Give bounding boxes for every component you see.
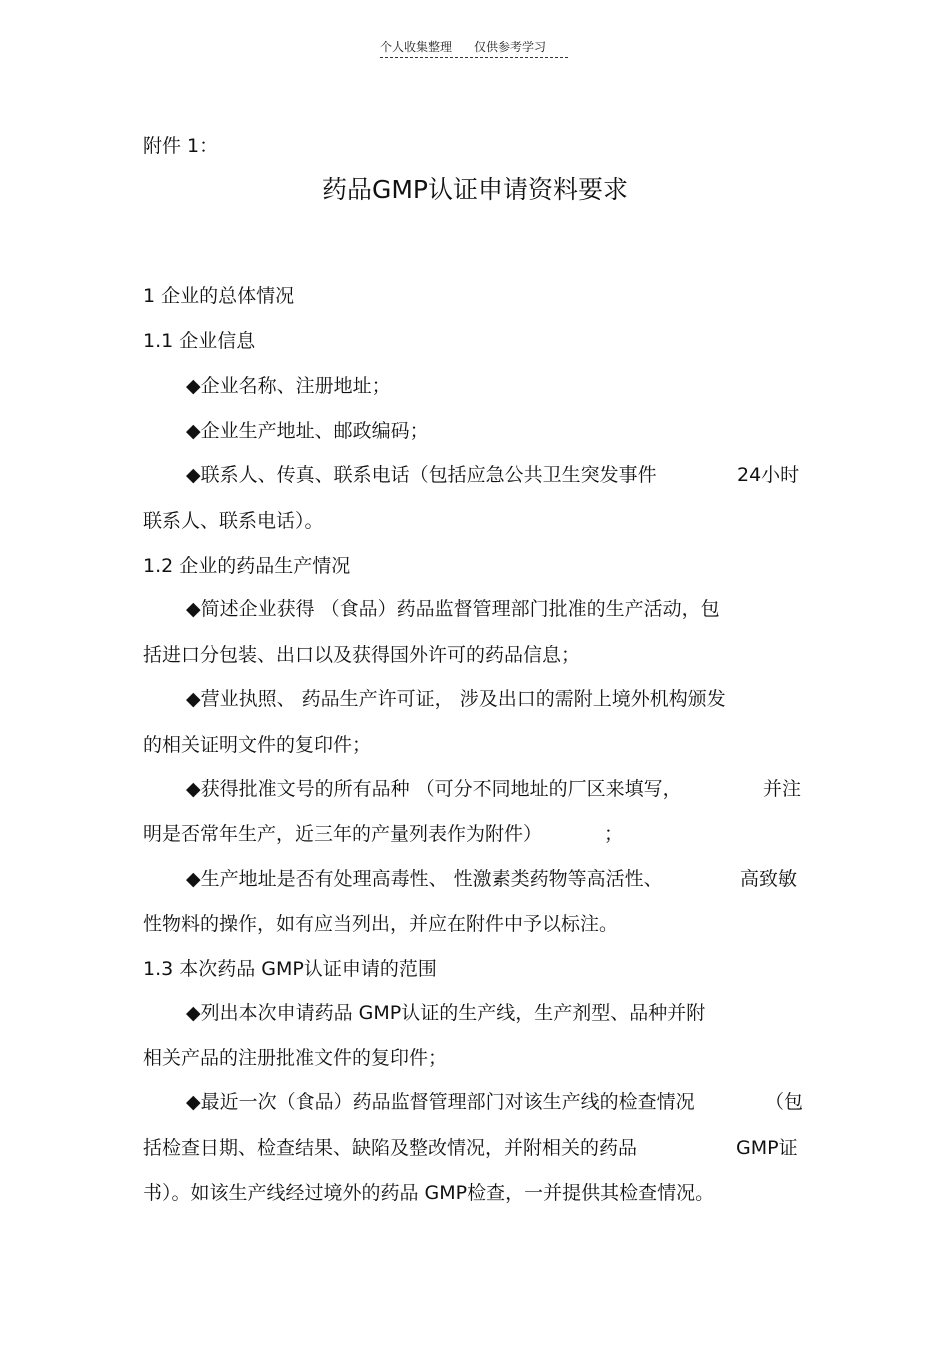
page-header: [380, 38, 568, 55]
bullet-item: ◆联系人、传真、联系电话（包括应急公共卫生突发事件: [186, 464, 657, 486]
bullet-item: ◆列出本次申请药品 GMP认证的生产线，生产剂型、品种并附: [186, 1002, 706, 1024]
bullet-item: ◆营业执照、 药品生产许可证， 涉及出口的需附上境外机构颁发: [186, 688, 726, 710]
attachment-label: 附件 1：: [143, 135, 219, 157]
section-heading-1-1: 1.1 企业信息: [143, 330, 256, 352]
paragraph-line-tail: ；: [604, 823, 624, 845]
bullet-item-tail: （包: [765, 1091, 804, 1113]
bullet-item: ◆生产地址是否有处理高毒性、 性激素类药物等高活性、: [186, 868, 663, 890]
paragraph-line: 性物料的操作，如有应当列出，并应在附件中予以标注。: [143, 913, 619, 935]
bullet-item: ◆企业生产地址、邮政编码；: [186, 420, 429, 442]
header-divider: [380, 57, 568, 58]
paragraph-line: 括检查日期、检查结果、缺陷及整改情况，并附相关的药品: [143, 1137, 638, 1159]
paragraph-line: 明是否常年生产，近三年的产量列表作为附件）: [143, 823, 543, 845]
paragraph-line: 联系人、联系电话）。: [143, 510, 324, 532]
bullet-item-tail: 24小时: [737, 464, 800, 486]
paragraph-line: 的相关证明文件的复印件；: [143, 734, 372, 756]
bullet-item-tail: 高致敏: [740, 868, 798, 890]
paragraph-line: 相关产品的注册批准文件的复印件；: [143, 1047, 448, 1069]
header-right-text: 仅供参考学习: [474, 40, 547, 54]
paragraph-line: 书）。如该生产线经过境外的药品 GMP检查，一并提供其检查情况。: [143, 1182, 715, 1204]
section-heading-1-3: 1.3 本次药品 GMP认证申请的范围: [143, 958, 437, 980]
paragraph-line: 括进口分包装、出口以及获得国外许可的药品信息；: [143, 644, 581, 666]
section-heading-1-2: 1.2 企业的药品生产情况: [143, 555, 351, 577]
header-left-text: 个人收集整理: [380, 40, 453, 54]
bullet-item-tail: 并注: [763, 778, 802, 800]
bullet-item: ◆简述企业获得 （食品）药品监督管理部门批准的生产活动，包: [186, 598, 720, 620]
bullet-item: ◆获得批准文号的所有品种 （可分不同地址的厂区来填写，: [186, 778, 682, 800]
section-heading-1: 1 企业的总体情况: [143, 285, 295, 307]
document-title: 药品GMP认证申请资料要求: [321, 175, 629, 204]
paragraph-line-tail: GMP证: [736, 1137, 798, 1159]
bullet-item: ◆企业名称、注册地址；: [186, 375, 391, 397]
bullet-item: ◆最近一次（食品）药品监督管理部门对该生产线的检查情况: [186, 1091, 695, 1113]
